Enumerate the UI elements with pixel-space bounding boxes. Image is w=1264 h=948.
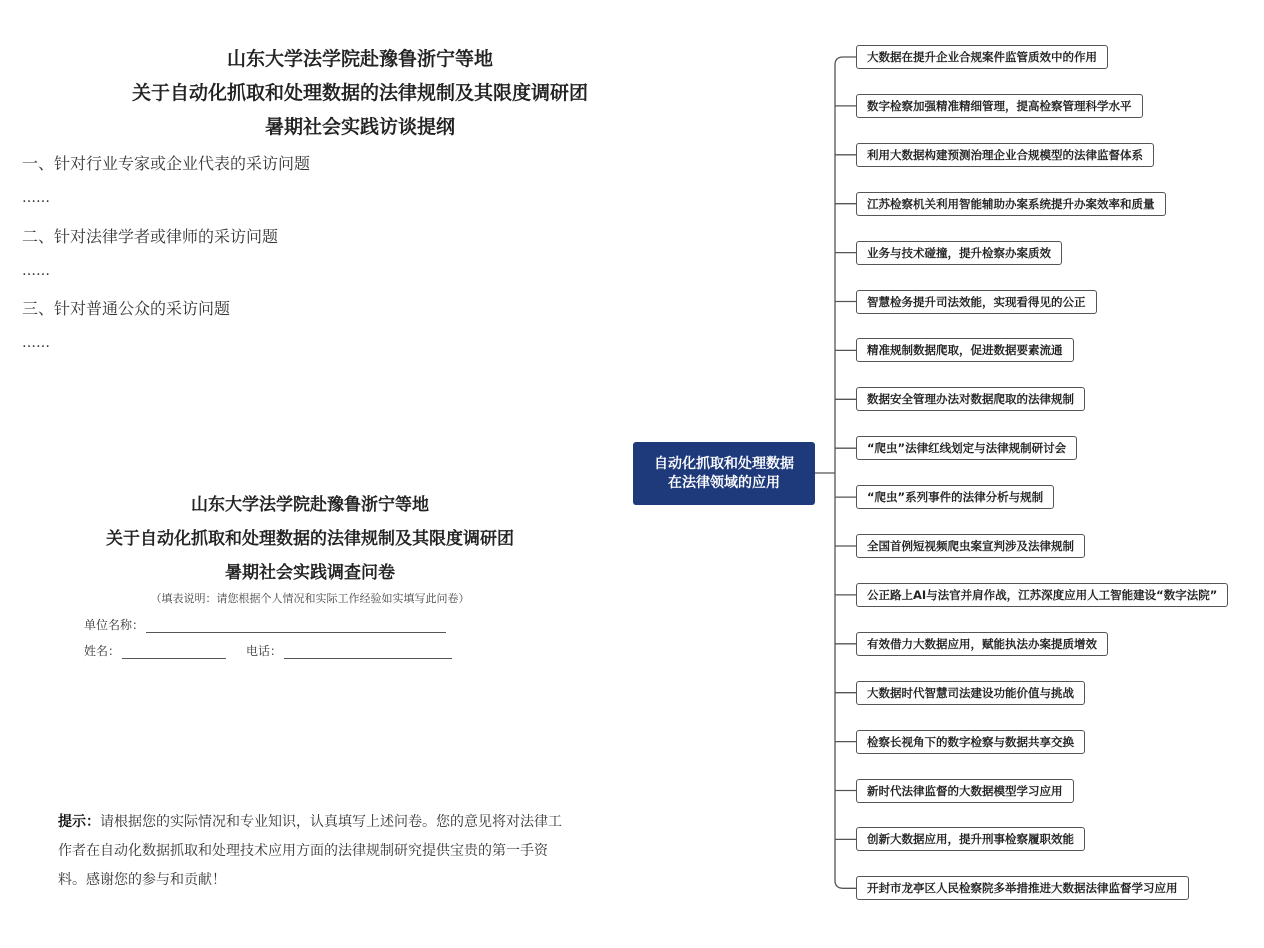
branch-node: 公正路上AI与法官并肩作战，江苏深度应用人工智能建设“数字法院” <box>856 583 1228 607</box>
branch-node: “爬虫”法律红线划定与法律规制研讨会 <box>856 436 1077 460</box>
survey-instructions: （填表说明：请您根据个人情况和实际工作经验如实填写此问卷） <box>150 592 470 605</box>
interview-section-heading-3: 三、针对普通公众的采访问题 <box>22 299 231 318</box>
central-node-line-2: 在法律领域的应用 <box>668 474 780 491</box>
branch-node: 开封市龙亭区人民检察院多举措推进大数据法律监督学习应用 <box>856 876 1189 900</box>
interview-title-line-3: 暑期社会实践访谈提纲 <box>264 116 455 138</box>
branch-node: 智慧检务提升司法效能，实现看得见的公正 <box>856 290 1097 314</box>
central-node-line-1: 自动化抓取和处理数据 <box>654 455 794 472</box>
hint-label: 提示： <box>58 814 100 830</box>
branch-node: 数据安全管理办法对数据爬取的法律规制 <box>856 387 1085 411</box>
phone-label: 电话： <box>246 644 283 658</box>
branch-node: 数字检察加强精准精细管理，提高检察管理科学水平 <box>856 94 1143 118</box>
hint-text: 请根据您的实际情况和专业知识，认真填写上述问卷。您的意见将对法律工作者在自动化数据抓取和处理技术应用方面的法律规制研究提供宝贵的第一手资料。感谢您的参与和贡献！ <box>58 814 562 888</box>
interview-title-line-1: 山东大学法学院赴豫鲁浙宁等地 <box>226 48 493 70</box>
interview-section-ellipsis-3: …… <box>22 335 50 351</box>
branch-node: 创新大数据应用，提升刑事检察履职效能 <box>856 827 1085 851</box>
branch-node: 大数据在提升企业合规案件监管质效中的作用 <box>856 45 1108 69</box>
branch-node: 新时代法律监督的大数据模型学习应用 <box>856 779 1074 803</box>
interview-section-heading-1: 一、针对行业专家或企业代表的采访问题 <box>22 154 311 173</box>
interview-section-ellipsis-1: …… <box>22 190 50 206</box>
name-label: 姓名： <box>84 644 121 658</box>
branch-node: 江苏检察机关利用智能辅助办案系统提升办案效率和质量 <box>856 192 1166 216</box>
interview-section-ellipsis-2: …… <box>22 263 50 279</box>
trunk-connector <box>835 57 856 888</box>
survey-title-line-2: 关于自动化抓取和处理数据的法律规制及其限度调研团 <box>106 529 514 549</box>
branch-node: 全国首例短视频爬虫案宣判涉及法律规制 <box>856 534 1085 558</box>
survey-title-line-1: 山东大学法学院赴豫鲁浙宁等地 <box>191 495 429 515</box>
branch-node: 检察长视角下的数字检察与数据共享交换 <box>856 730 1085 754</box>
unit-name-label: 单位名称： <box>84 618 145 632</box>
survey-title-line-3: 暑期社会实践调查问卷 <box>225 563 395 583</box>
interview-title-line-2: 关于自动化抓取和处理数据的法律规制及其限度调研团 <box>131 82 588 104</box>
branch-node: 利用大数据构建预测治理企业合规模型的法律监督体系 <box>856 143 1154 167</box>
central-node <box>633 442 815 505</box>
branch-node: 有效借力大数据应用，赋能执法办案提质增效 <box>856 632 1108 656</box>
branch-node: “爬虫”系列事件的法律分析与规制 <box>856 485 1054 509</box>
branch-node: 大数据时代智慧司法建设功能价值与挑战 <box>856 681 1085 705</box>
interview-section-heading-2: 二、针对法律学者或律师的采访问题 <box>22 227 279 246</box>
branch-node: 精准规制数据爬取，促进数据要素流通 <box>856 338 1074 362</box>
branch-node: 业务与技术碰撞，提升检察办案质效 <box>856 241 1062 265</box>
